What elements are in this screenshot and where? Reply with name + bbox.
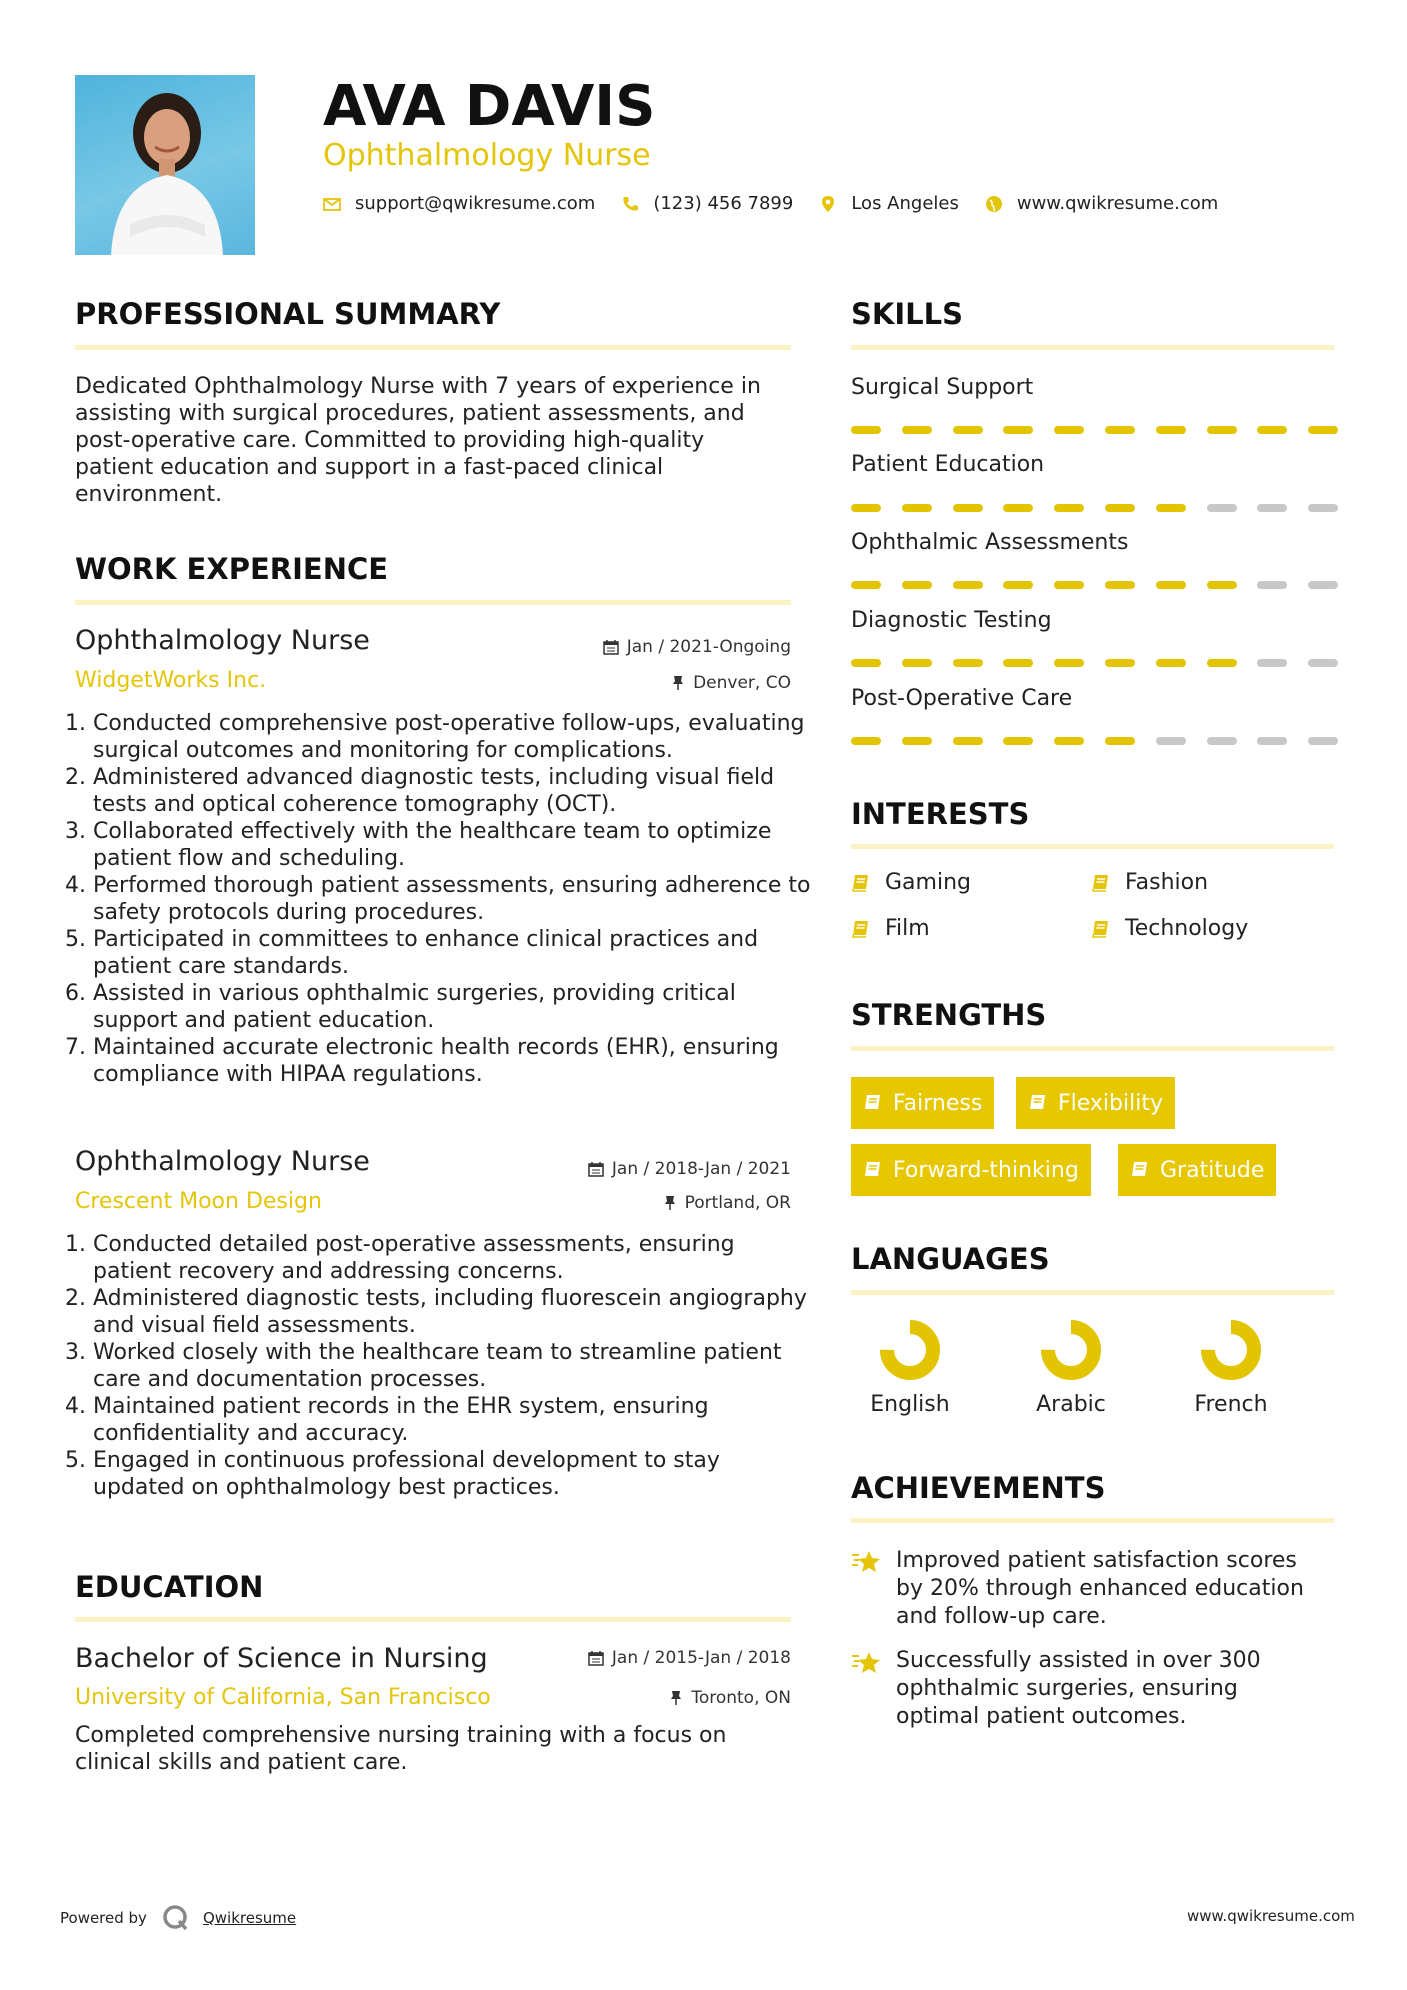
- skill-meter: [851, 581, 1359, 589]
- skill-dash-filled: [851, 737, 881, 745]
- skill-meter: [851, 659, 1359, 667]
- strength-label: Gratitude: [1160, 1157, 1265, 1183]
- language-gauge: [1039, 1318, 1103, 1382]
- job-bullet: 1. Conducted comprehensive post-operative follow-ups, evaluating surgical outcomes and monitoring for complications.: [93, 710, 813, 764]
- footer-url[interactable]: www.qwikresume.com: [1187, 1907, 1355, 1925]
- skill-dash-filled: [851, 659, 881, 667]
- job-dates-text: Jan / 2018-Jan / 2021: [611, 1159, 791, 1179]
- skill-meter: [851, 426, 1359, 434]
- skill-dash-filled: [1003, 504, 1033, 512]
- skill-dash-filled: [1003, 737, 1033, 745]
- candidate-name: AVA DAVIS: [323, 74, 656, 139]
- achievements-divider: [851, 1518, 1334, 1523]
- language-item: [1171, 1318, 1291, 1417]
- job-bullets: [75, 1231, 813, 1501]
- skill-name: Ophthalmic Assessments: [851, 530, 1129, 555]
- school-name: University of California, San Francisco: [75, 1685, 491, 1710]
- job-bullet: 3. Worked closely with the healthcare team to streamline patient care and documentation processes.: [93, 1339, 813, 1393]
- job-bullet: 5. Participated in committees to enhance clinical practices and patient care standards.: [93, 926, 813, 980]
- skill-name: Diagnostic Testing: [851, 608, 1052, 633]
- book-icon: [851, 919, 871, 939]
- skill-dash-filled: [1003, 426, 1033, 434]
- skill-name: Surgical Support: [851, 375, 1034, 400]
- strength-badge: [1118, 1144, 1276, 1196]
- skill-dash-filled: [1054, 426, 1084, 434]
- interest-label: Gaming: [885, 870, 971, 895]
- job-location-text: Denver, CO: [693, 673, 791, 693]
- language-gauge-arc: [887, 1327, 933, 1373]
- strengths-divider: [851, 1046, 1334, 1051]
- language-gauge: [878, 1318, 942, 1382]
- skill-dash-filled: [851, 426, 881, 434]
- skill-dash-empty: [1257, 581, 1287, 589]
- contact-phone[interactable]: (123) 456 7899: [653, 193, 794, 214]
- book-icon: [1091, 873, 1111, 893]
- job-location: [500, 1193, 791, 1213]
- achievement-text: [896, 1547, 1336, 1631]
- skill-dash-filled: [902, 659, 932, 667]
- job-bullet: 1. Conducted detailed post-operative assessments, ensuring patient recovery and addressing concerns.: [93, 1231, 813, 1285]
- achievement-icon: [851, 1549, 883, 1579]
- education-line: clinical skills and patient care.: [75, 1750, 408, 1775]
- interest-item: [851, 870, 971, 895]
- language-gauge-arc: [1208, 1327, 1254, 1373]
- globe-icon: [985, 195, 1003, 213]
- book-icon: [1130, 1160, 1150, 1180]
- job-company: WidgetWorks Inc.: [75, 668, 267, 693]
- book-icon: [1028, 1093, 1048, 1113]
- skill-dash-filled: [902, 737, 932, 745]
- job-bullets: [75, 710, 813, 1088]
- skill-dash-filled: [1207, 581, 1237, 589]
- interests-divider: [851, 844, 1334, 849]
- job-location-text: Portland, OR: [684, 1193, 791, 1213]
- skill-dash-filled: [1003, 659, 1033, 667]
- contact-location: Los Angeles: [851, 193, 959, 214]
- contact-email[interactable]: support@qwikresume.com: [355, 193, 596, 214]
- skill-dash-filled: [1105, 504, 1135, 512]
- skill-meter: [851, 737, 1359, 745]
- summary-divider: [75, 345, 791, 350]
- footer-powered-by: [60, 1903, 296, 1933]
- job-bullet: 4. Performed thorough patient assessments, ensuring adherence to safety protocols during procedures.: [93, 872, 813, 926]
- language-item: [850, 1318, 970, 1417]
- summary-heading: PROFESSIONAL SUMMARY: [75, 297, 501, 331]
- skill-dash-filled: [1054, 737, 1084, 745]
- job-bullet: 5. Engaged in continuous professional development to stay updated on ophthalmology best practices.: [93, 1447, 813, 1501]
- achievement-icon: [851, 1650, 883, 1680]
- interest-label: Technology: [1125, 916, 1249, 941]
- job-title: Ophthalmology Nurse: [75, 1146, 370, 1177]
- strengths-heading: STRENGTHS: [851, 998, 1047, 1032]
- education-heading: EDUCATION: [75, 1570, 264, 1604]
- pushpin-icon: [669, 1690, 683, 1706]
- skill-dash-filled: [1105, 581, 1135, 589]
- skill-dash-filled: [953, 504, 983, 512]
- skill-dash-empty: [1308, 659, 1338, 667]
- summary-line: patient education and support in a fast-paced clinical: [75, 455, 664, 480]
- summary-line: environment.: [75, 482, 223, 507]
- pushpin-icon: [671, 675, 685, 691]
- book-icon: [1091, 919, 1111, 939]
- calendar-icon: [588, 1161, 604, 1177]
- calendar-icon: [603, 639, 619, 655]
- summary-line: Dedicated Ophthalmology Nurse with 7 years of experience in: [75, 374, 761, 399]
- language-name: Arabic: [1036, 1392, 1106, 1417]
- candidate-role: Ophthalmology Nurse: [323, 138, 651, 173]
- skill-dash-empty: [1207, 737, 1237, 745]
- skill-dash-empty: [1207, 504, 1237, 512]
- strength-label: Forward-thinking: [893, 1157, 1079, 1183]
- job-dates-text: Jan / 2021-Ongoing: [626, 637, 791, 657]
- skill-dash-filled: [1257, 426, 1287, 434]
- star-icon: [851, 1650, 883, 1676]
- education-divider: [75, 1617, 791, 1622]
- skill-dash-empty: [1156, 737, 1186, 745]
- education-dates-text: Jan / 2015-Jan / 2018: [611, 1648, 791, 1668]
- profile-photo: [75, 75, 255, 255]
- person-illustration: [75, 75, 255, 255]
- job-dates: [500, 637, 791, 657]
- skill-dash-empty: [1257, 504, 1287, 512]
- achievement-line: Successfully assisted in over 300: [896, 1648, 1261, 1673]
- skill-dash-filled: [1156, 504, 1186, 512]
- job-bullet: 4. Maintained patient records in the EHR system, ensuring confidentiality and accuracy.: [93, 1393, 813, 1447]
- contact-website[interactable]: www.qwikresume.com: [1016, 193, 1219, 214]
- skill-dash-filled: [1156, 426, 1186, 434]
- education-dates: [500, 1648, 791, 1668]
- skill-dash-filled: [1156, 581, 1186, 589]
- education-location: [500, 1688, 791, 1708]
- map-pin-icon: [819, 195, 837, 213]
- skills-divider: [851, 345, 1334, 350]
- skill-dash-filled: [1105, 659, 1135, 667]
- strength-label: Fairness: [893, 1090, 983, 1116]
- job-bullet: 6. Assisted in various ophthalmic surgeries, providing critical support and patient education.: [93, 980, 813, 1034]
- summary-line: post-operative care. Committed to providing high-quality: [75, 428, 705, 453]
- job-dates: [500, 1159, 791, 1179]
- skill-dash-empty: [1257, 737, 1287, 745]
- strength-badge: [851, 1144, 1091, 1196]
- job-company: Crescent Moon Design: [75, 1189, 322, 1214]
- interest-item: [1091, 916, 1248, 941]
- interest-label: Fashion: [1125, 870, 1209, 895]
- powered-by-label: Powered by: [60, 1909, 147, 1927]
- strength-label: Flexibility: [1058, 1090, 1163, 1116]
- skill-dash-filled: [1003, 581, 1033, 589]
- skill-dash-filled: [902, 581, 932, 589]
- summary-line: assisting with surgical procedures, patient assessments, and: [75, 401, 745, 426]
- qwikresume-logo-icon: [161, 1903, 191, 1933]
- skill-dash-filled: [953, 659, 983, 667]
- skill-dash-filled: [851, 504, 881, 512]
- skill-name: Post-Operative Care: [851, 686, 1073, 711]
- skill-dash-filled: [1054, 504, 1084, 512]
- skill-dash-filled: [1156, 659, 1186, 667]
- skills-heading: SKILLS: [851, 297, 963, 331]
- education-line: Completed comprehensive nursing training with a focus on: [75, 1723, 727, 1748]
- skill-meter: [851, 504, 1359, 512]
- language-name: English: [870, 1392, 950, 1417]
- skill-dash-empty: [1308, 737, 1338, 745]
- skill-dash-filled: [902, 426, 932, 434]
- skill-dash-empty: [1257, 659, 1287, 667]
- education-description: [75, 1722, 795, 1776]
- skill-dash-filled: [851, 581, 881, 589]
- degree-title: Bachelor of Science in Nursing: [75, 1643, 488, 1674]
- calendar-icon: [588, 1650, 604, 1666]
- language-item: [1011, 1318, 1131, 1417]
- strength-badge: [1016, 1077, 1175, 1129]
- skill-dash-filled: [1308, 426, 1338, 434]
- languages-heading: LANGUAGES: [851, 1242, 1050, 1276]
- book-icon: [863, 1160, 883, 1180]
- achievement-text: [896, 1647, 1336, 1731]
- contact-bar: [323, 193, 1244, 214]
- pushpin-icon: [663, 1195, 677, 1211]
- star-icon: [851, 1549, 883, 1575]
- skill-dash-filled: [953, 737, 983, 745]
- book-icon: [863, 1093, 883, 1113]
- job-bullet: 7. Maintained accurate electronic health records (EHR), ensuring compliance with HIPAA regulations.: [93, 1034, 813, 1088]
- skill-dash-filled: [953, 426, 983, 434]
- interests-heading: INTERESTS: [851, 797, 1030, 831]
- skill-dash-empty: [1308, 581, 1338, 589]
- achievements-heading: ACHIEVEMENTS: [851, 1471, 1106, 1505]
- experience-divider: [75, 600, 791, 605]
- interest-item: [851, 916, 930, 941]
- strength-badge: [851, 1077, 994, 1129]
- job-location: [500, 673, 791, 693]
- skill-dash-filled: [1054, 581, 1084, 589]
- achievement-line: by 20% through enhanced education: [896, 1576, 1304, 1601]
- summary-text: [75, 373, 795, 508]
- skill-dash-filled: [1207, 426, 1237, 434]
- skill-dash-filled: [1105, 737, 1135, 745]
- interest-label: Film: [885, 916, 930, 941]
- phone-icon: [621, 195, 639, 213]
- skill-dash-filled: [902, 504, 932, 512]
- achievement-line: Improved patient satisfaction scores: [896, 1548, 1297, 1573]
- job-title: Ophthalmology Nurse: [75, 625, 370, 656]
- skill-dash-filled: [953, 581, 983, 589]
- skill-dash-filled: [1207, 659, 1237, 667]
- job-bullet: 2. Administered diagnostic tests, including fluorescein angiography and visual field assessments.: [93, 1285, 813, 1339]
- language-gauge-arc: [1048, 1327, 1094, 1373]
- language-name: French: [1194, 1392, 1268, 1417]
- skill-name: Patient Education: [851, 452, 1045, 477]
- language-gauge: [1199, 1318, 1263, 1382]
- achievement-line: and follow-up care.: [896, 1604, 1107, 1629]
- skill-dash-filled: [1105, 426, 1135, 434]
- experience-heading: WORK EXPERIENCE: [75, 552, 389, 586]
- skill-dash-empty: [1308, 504, 1338, 512]
- brand-link[interactable]: Qwikresume: [202, 1909, 297, 1927]
- envelope-icon: [323, 195, 341, 213]
- job-bullet: 2. Administered advanced diagnostic tests, including visual field tests and optical coherence tomography (OCT).: [93, 764, 813, 818]
- book-icon: [851, 873, 871, 893]
- job-bullet: 3. Collaborated effectively with the healthcare team to optimize patient flow and scheduling.: [93, 818, 813, 872]
- interest-item: [1091, 870, 1208, 895]
- education-location-text: Toronto, ON: [691, 1688, 791, 1708]
- achievement-line: ophthalmic surgeries, ensuring: [896, 1676, 1238, 1701]
- skill-dash-filled: [1054, 659, 1084, 667]
- languages-divider: [851, 1290, 1334, 1295]
- achievement-line: optimal patient outcomes.: [896, 1704, 1187, 1729]
